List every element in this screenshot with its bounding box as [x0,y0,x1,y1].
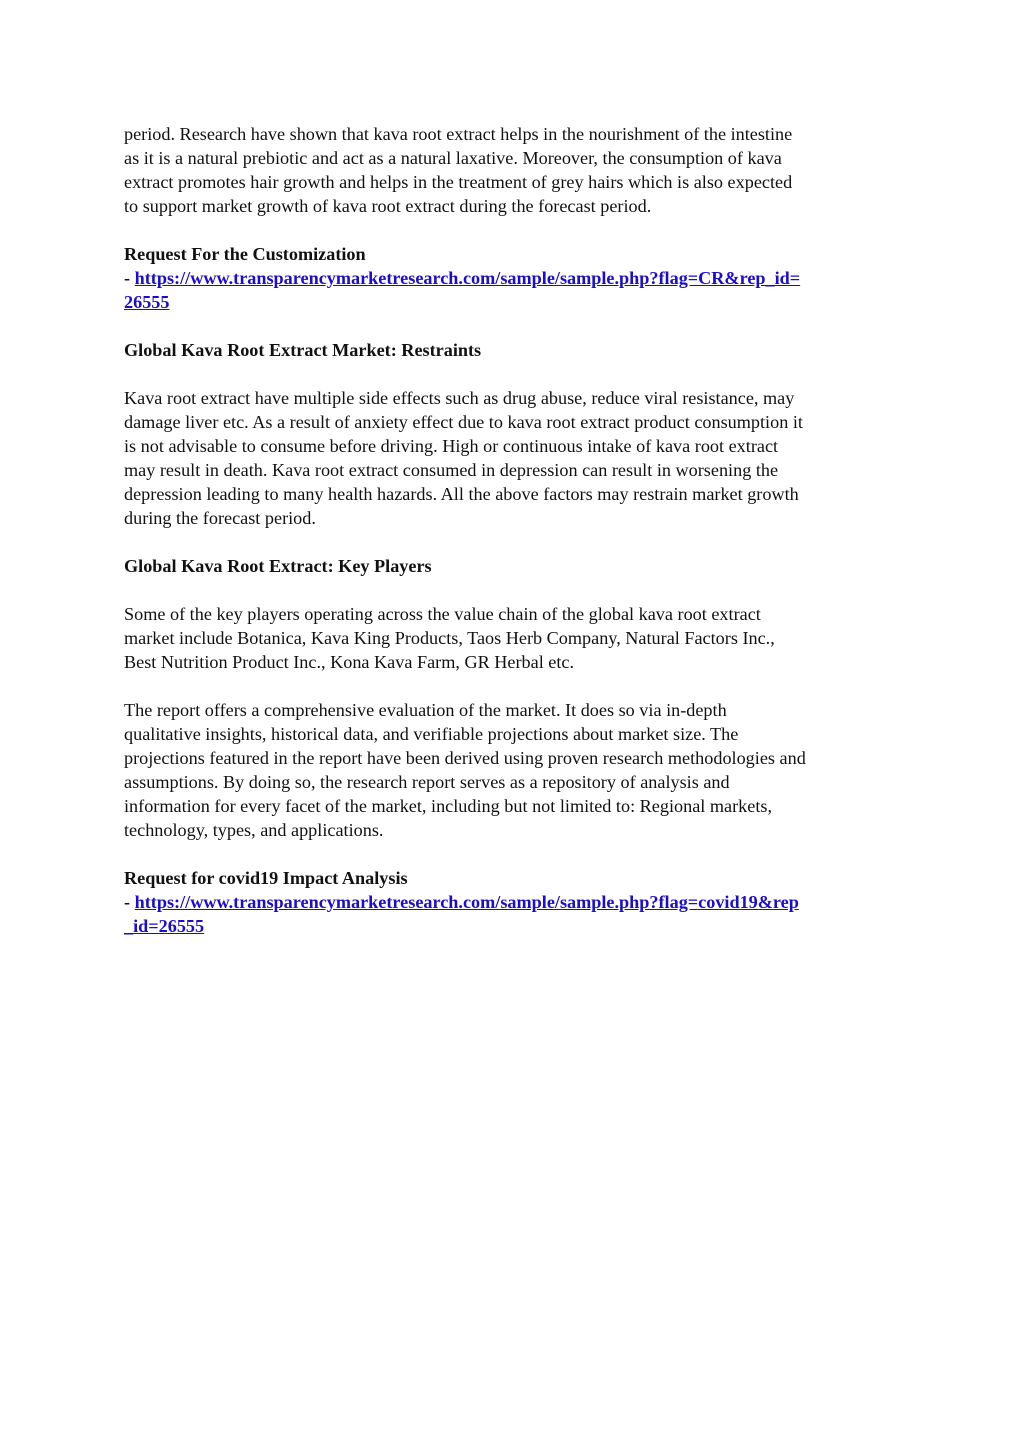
spacer [124,314,904,338]
covid-link-line [124,914,904,938]
text-line: extract promotes hair growth and helps in the treatment of grey hairs which is also expected [124,172,793,192]
covid-link[interactable]: https://www.transparencymarketresearch.com/sample/sample.php?flag=covid19&rep [134,892,799,912]
customization-link-continued[interactable]: 26555 [124,292,170,312]
text-line: market include Botanica, Kava King Products, Taos Herb Company, Natural Factors Inc., [124,628,775,648]
restraints-heading: Global Kava Root Extract Market: Restraints [124,340,482,360]
covid-link-continued[interactable]: _id=26555 [124,916,205,936]
spacer [124,674,904,698]
customization-link-line [124,266,904,290]
text-line: period. Research have shown that kava root extract helps in the nourishment of the intestine [124,124,793,144]
text-line: projections featured in the report have been derived using proven research methodologies and [124,748,806,768]
covid-heading: Request for covid19 Impact Analysis [124,868,408,888]
key-players-heading: Global Kava Root Extract: Key Players [124,556,432,576]
customization-heading: Request For the Customization [124,244,366,264]
text-line: qualitative insights, historical data, and verifiable projections about market size. The [124,724,739,744]
customization-link[interactable]: https://www.transparencymarketresearch.com/sample/sample.php?flag=CR&rep_id= [134,268,801,288]
spacer [124,530,904,554]
covid-link-line [124,890,904,914]
restraints-section [124,338,904,530]
intro-paragraph [124,122,904,218]
text-line: is not advisable to consume before driving. High or continuous intake of kava root extract [124,436,779,456]
text-line: to support market growth of kava root extract during the forecast period. [124,196,652,216]
spacer [124,842,904,866]
text-line: during the forecast period. [124,508,316,528]
key-players-section [124,554,904,674]
spacer [124,362,904,386]
customization-section [124,242,904,314]
link-dash: - [124,892,135,912]
text-line: Best Nutrition Product Inc., Kona Kava Farm, GR Herbal etc. [124,652,575,672]
text-line: The report offers a comprehensive evaluation of the market. It does so via in-depth [124,700,727,720]
spacer [124,218,904,242]
text-line: Kava root extract have multiple side effects such as drug abuse, reduce viral resistance, may [124,388,795,408]
link-dash: - [124,268,135,288]
document-page [124,122,904,938]
text-line: assumptions. By doing so, the research report serves as a repository of analysis and [124,772,730,792]
report-paragraph [124,698,904,842]
customization-link-line [124,290,904,314]
text-line: as it is a natural prebiotic and act as a natural laxative. Moreover, the consumption of kava [124,148,782,168]
text-line: information for every facet of the market, including but not limited to: Regional markets, [124,796,773,816]
spacer [124,578,904,602]
text-line: technology, types, and applications. [124,820,384,840]
text-line: damage liver etc. As a result of anxiety effect due to kava root extract product consumption it [124,412,803,432]
text-line: depression leading to many health hazards. All the above factors may restrain market growth [124,484,799,504]
text-line: may result in death. Kava root extract consumed in depression can result in worsening the [124,460,779,480]
text-line: Some of the key players operating across the value chain of the global kava root extract [124,604,761,624]
covid-section [124,866,904,938]
